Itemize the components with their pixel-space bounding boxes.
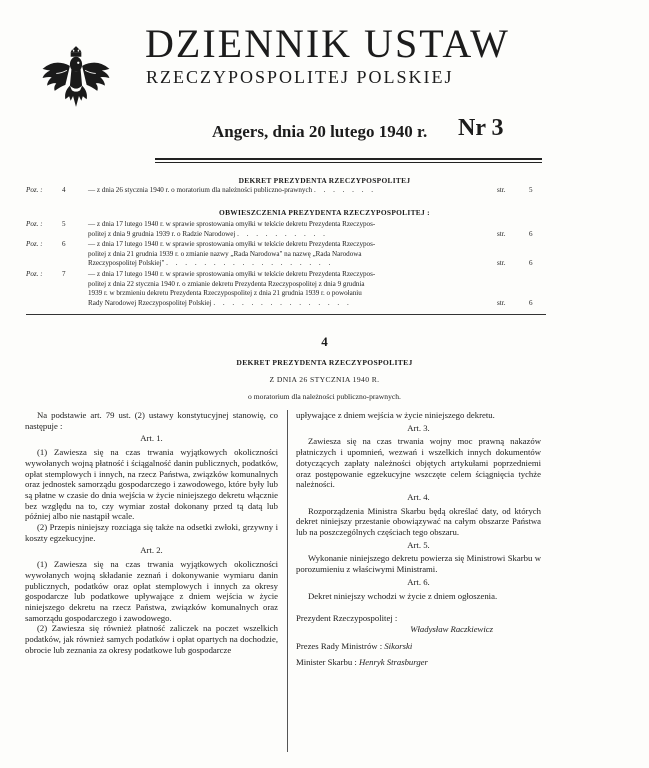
entry-poz: Poz. : <box>26 186 43 194</box>
signature-treasury-name: Henryk Strasburger <box>358 657 428 668</box>
masthead-rule <box>155 158 542 160</box>
issue-date-line: Angers, dnia 20 lutego 1940 r. <box>212 122 428 141</box>
gazette-subtitle: RZECZYPOSPOLITEJ POLSKIEJ <box>146 67 454 87</box>
signature-treasury <box>296 657 541 668</box>
masthead-rule-thin <box>155 162 542 163</box>
entry-line: politej z dnia 9 grudnia 1939 r. o Radzie Narodowej <box>88 229 236 238</box>
entry-str: str. <box>497 259 506 267</box>
article-heading: Art. 1. <box>140 433 163 444</box>
paragraph: (1) Zawiesza się na czas trwania wyjątkowych okoliczności wywołanych wojną składanie zeznań i dokonywanie wymiaru danin publicznych, podatków oraz opłat stemplowych i innych za okresy gospodarcze lub podatkowe upływające z dniem wejścia w życie niniejszego dekretu na rzecz Państwa, związków komunalnych oraz samorządu gospodarczego i zawodowego. <box>25 559 278 623</box>
act-date: Z DNIA 26 STYCZNIA 1940 R. <box>269 375 380 384</box>
entry-str: str. <box>497 186 506 194</box>
gazette-title: DZIENNIK USTAW <box>145 21 510 66</box>
paragraph: upływające z dniem wejścia w życie niniejszego dekretu. <box>296 410 495 420</box>
article-heading: Art. 5. <box>407 539 430 550</box>
paragraph: Dekret niniejszy wchodzi w życie z dniem ogłoszenia. <box>308 590 498 601</box>
entry-line: — z dnia 17 lutego 1940 r. w sprawie sprostowania omyłki w tekście dekretu Prezydenta Rzeczypos- <box>88 220 376 228</box>
entry-line: — z dnia 17 lutego 1940 r. w sprawie sprostowania omyłki w tekście dekretu Prezydenta Rzeczypos- <box>88 270 376 278</box>
entry-number: 5 <box>62 220 66 228</box>
signature-treasury-label: Minister Skarbu : <box>296 657 357 668</box>
article-heading: Art. 6. <box>407 576 430 587</box>
article-heading: Art. 4. <box>407 491 430 502</box>
paragraph: (1) Zawiesza się na czas trwania wyjątkowych okoliczności wywołanych wojną płatność i ściągalność danin publicznych, podatków, opłat stemplowych i innych, na rzecz Państwa, związków komunalnych oraz jednostek samorządu gospodarczego i zawodowego, które były lub są płatne w czasie do dnia wejścia w życie niniejszego dekretu włącznie bez względu na to, czy wymiar został dokonany przed tą datą lub później albo nie nastąpił wcale. <box>25 447 278 522</box>
article-heading: Art. 2. <box>140 545 163 556</box>
left-column <box>25 410 278 655</box>
preamble: Na podstawie art. 79 ust. (2) ustawy konstytucyjnej stanowię, co następuje : <box>25 410 278 431</box>
paragraph: Rozporządzenia Ministra Skarbu będą określać daty, od których dekret niniejszy przestanie obowiązywać na całym obszarze Państwa lub na poszczególnych częściach tego obszaru. <box>296 505 541 538</box>
signature-pm-label: Prezes Rady Ministrów : <box>296 640 383 651</box>
contents-rule <box>26 314 546 315</box>
entry-number: 6 <box>62 240 66 248</box>
entry-line: politej z dnia 21 grudnia 1939 r. o zmianie nazwy „Rada Narodowa" na nazwę „Rada Narodowa <box>88 249 362 258</box>
contents-decree-heading: DEKRET PREZYDENTA RZECZYPOSPOLITEJ <box>238 176 411 185</box>
entry-page: 5 <box>529 186 533 194</box>
act-subject: o moratorium dla należności publiczno-prawnych. <box>248 392 401 401</box>
signature-president-name: Władysław Raczkiewicz <box>410 623 493 634</box>
paragraph: (2) Przepis niniejszy rozciąga się także na odsetki zwłoki, grzywny i koszty egzekucyjne. <box>25 522 278 543</box>
signature-president-label: Prezydent Rzeczypospolitej : <box>296 613 398 624</box>
paragraph: (2) Zawiesza się również płatność zaliczek na poczet wszelkich podatków, jak również samych podatków i opłat opartych na dochodzie, obrocie lub zeznania za okresy podatkowe lub gospodarcze <box>25 623 278 655</box>
entry-page: 6 <box>529 259 533 267</box>
paragraph: Wykonanie niniejszego dekretu powierza się Ministrowi Skarbu w porozumieniu z właściwymi Ministrami. <box>296 553 541 575</box>
paragraph: Zawiesza się na czas trwania wojny moc prawną nakazów płatniczych i upomnień, wezwań i wszelkich innych dokumentów dotyczących zapłaty należności objętych artykułami poprzedniemi oraz postępowanie egzekucyjne wszczęte celem ściągnięcia tychże należności. <box>296 436 541 490</box>
entry-line: 1939 r. w brzmieniu dekretu Prezydenta Rzeczypospolitej z dnia 21 grudnia 1939 r. o powołaniu <box>88 289 362 297</box>
entry-page: 6 <box>529 229 533 238</box>
entry-line: Rady Narodowej Rzeczypospolitej Polskiej <box>88 298 212 307</box>
act-title: DEKRET PREZYDENTA RZECZYPOSPOLITEJ <box>236 358 413 367</box>
entry-str: str. <box>497 229 506 238</box>
right-column <box>296 410 541 668</box>
gazette-page: DZIENNIK USTAW RZECZYPOSPOLITEJ POLSKIEJ Angers, dnia 20 lutego 1940 r. Nr 3 DEKRET PREZYDENTA RZECZYPOSPOLITEJ Poz. : 4 — z dnia 26 stycznia 1940 r. o moratorium dla należności publiczno-prawnych . . . . . . . str. 5 OBWIESZCZENIA PREZYDENTA RZECZYPOSPOLITEJ : Poz. : 5 — z dnia 17 lutego 1940 r. w sprawie sprostowania omyłki w tekście dekretu Prezydenta Rzeczypos- politej z dnia 9 grudnia 1939 r. o Radzie Narodowej . . . . . . . . . . str. 6 Poz. : 6 — z dnia 17 lutego 1940 r. w sprawie sprostowania omyłki w tekście dekretu Prezydenta Rzeczypos- politej z dnia 21 grudnia 1939 r. o zmianie nazwy „Rada Narodowa" na nazwę „Rada Narodowa Rzeczypospolitej Polskiej" . . . . . . . . . . . . . . . . . . str. 6 Poz. : 7 — z dnia 17 lutego 1940 r. w sprawie sprostowania omyłki w tekście dekretu Prezydenta Rzeczypos- politej z dnia 22 stycznia 1940 r. o zmianie dekretu Prezydenta Rzeczypospolitej z dnia 9 grudnia 1939 r. w brzmieniu dekretu Prezydenta Rzeczypospolitej z dnia 21 grudnia 1939 r. o powołaniu Rady Narodowej Rzeczypospolitej Polskiej . . . . . . . . . . . . . . . str. 6 4 DEKRET PREZYDENTA RZECZYPOSPOLITEJ Z DNIA 26 STYCZNIA 1940 R. o moratorium dla należności publiczno-prawnych. Na podstawie art. 79 ust. (2) ustawy konstytucyjnej stanowię, co następuje : Art. 1. (1) Zawiesza się na czas trwania wyjątkowych okoliczności wywołanych wojną płatność i ściągalność danin publicznych, podatków, opłat stemplowych i innych, na rzecz Państwa, związków komunalnych oraz jednostek samorządu gospodarczego i zawodowego, które były lub są płatne w czasie do dnia wejścia w życie niniejszego dekretu włącznie bez względu na to, czy wymiar został dokonany przed tą datą lub później albo nie nastąpił wcale. (2) Przepis niniejszy rozciąga się także na odsetki zwłoki, grzywny i koszty egzekucyjne. Art. 2. (1) Zawiesza się na czas trwania wyjątkowych okoliczności wywołanych wojną składanie zeznań i dokonywanie wymiaru danin publicznych, podatków oraz opłat stemplowych i innych za okresy gospodarcze lub podatkowe upływające z dniem wejścia w życie niniejszego dekretu na rzecz Państwa, związków komunalnych oraz samorządu gospodarczego i zawodowego. (2) Zawiesza się również płatność zaliczek na poczet wszelkich podatków, jak również samych podatków i opłat opartych na dochodzie, obrocie lub zeznania za okresy podatkowe lub gospodarcze upływające z dniem wejścia w życie niniejszego dekretu. Art. 3. Zawiesza się na czas trwania wojny moc prawną nakazów płatniczych i upomnień, wezwań i wszelkich innych dokumentów dotyczących zapłaty należności objętych artykułami poprzedniemi oraz postępowanie egzekucyjne wszczęte celem ściągnięcia tychże należności. Art. 4. Rozporządzenia Ministra Skarbu będą określać daty, od których dekret niniejszy przestanie obowiązywać na całym obszarze Państwa lub na poszczególnych częściach tego obszaru. Art. 5. Wykonanie niniejszego dekretu powierza się Ministrowi Skarbu w porozumieniu z właściwymi Ministrami. Art. 6. Dekret niniejszy wchodzi w życie z dniem ogłoszenia. Prezydent Rzeczypospolitej : Władysław Raczkiewicz Prezes Rady Ministrów : Sikorski Minister Skarbu : Henryk Strasburger <box>0 0 649 768</box>
entry-line: — z dnia 17 lutego 1940 r. w sprawie sprostowania omyłki w tekście dekretu Prezydenta Rzeczypos- <box>88 240 376 248</box>
entry-page: 6 <box>529 298 533 307</box>
entry-number: 4 <box>62 186 66 194</box>
entry-line: politej z dnia 22 stycznia 1940 r. o zmianie dekretu Prezydenta Rzeczypospolitej z dnia 9 grudnia <box>88 279 365 288</box>
issue-number: Nr 3 <box>458 115 504 141</box>
entry-number: 7 <box>62 270 66 278</box>
signature-pm <box>296 641 541 652</box>
eagle-emblem-icon <box>38 40 114 116</box>
entry-line: — z dnia 26 stycznia 1940 r. o moratorium dla należności publiczno-prawnych <box>88 186 313 194</box>
contents-notices-heading: OBWIESZCZENIA PREZYDENTA RZECZYPOSPOLITEJ : <box>219 208 430 217</box>
signature-pm-name: Sikorski <box>384 640 413 651</box>
act-number: 4 <box>321 334 328 349</box>
entry-line: Rzeczypospolitej Polskiej" <box>88 259 165 267</box>
entry-poz: Poz. : <box>26 220 43 228</box>
entry-poz: Poz. : <box>26 240 43 248</box>
entry-poz: Poz. : <box>26 270 43 278</box>
entry-str: str. <box>497 298 506 307</box>
column-divider <box>287 410 288 752</box>
article-heading: Art. 3. <box>407 422 430 433</box>
